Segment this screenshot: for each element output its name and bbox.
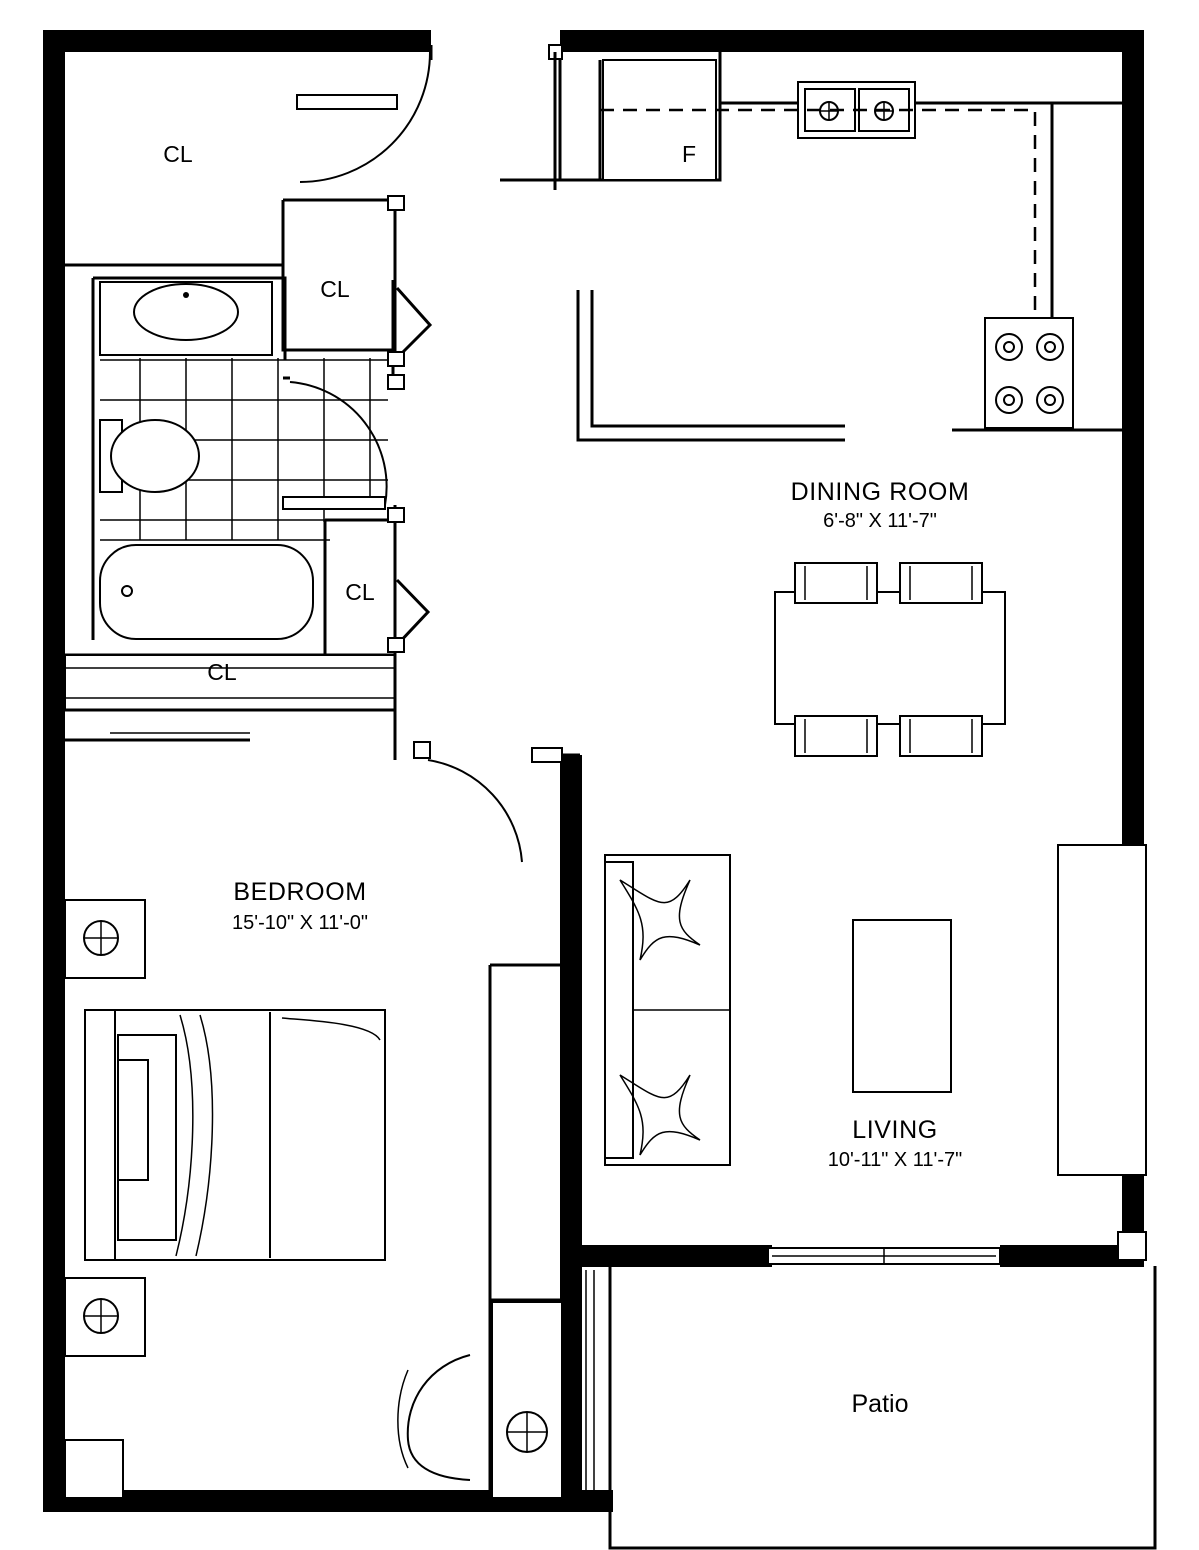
dining-furniture <box>775 563 1005 756</box>
bathtub-icon <box>100 545 313 639</box>
kitchen <box>560 52 1122 440</box>
room-label-bedroom: BEDROOM <box>233 878 367 906</box>
closet-label-4: CL <box>207 659 237 685</box>
room-label-patio: Patio <box>851 1390 909 1418</box>
room-dimensions-dining: 6'-8" X 11'-7" <box>823 510 937 532</box>
toilet-icon <box>100 420 199 492</box>
closet-label-2: CL <box>320 276 350 302</box>
room-label-dining: DINING ROOM <box>790 478 970 506</box>
living-furniture <box>605 845 1146 1260</box>
bedroom-door <box>414 742 562 862</box>
room-label-living: LIVING <box>852 1116 938 1144</box>
bedroom-furniture <box>65 900 594 1500</box>
room-dimensions-bedroom: 15'-10" X 11'-0" <box>232 912 368 934</box>
appliance-label-refrigerator: F <box>681 141 697 167</box>
closet-label-3: CL <box>345 579 375 605</box>
doors <box>297 45 562 862</box>
room-dimensions-living: 10'-11" X 11'-7" <box>827 1149 963 1171</box>
closet-label-1: CL <box>163 141 193 167</box>
